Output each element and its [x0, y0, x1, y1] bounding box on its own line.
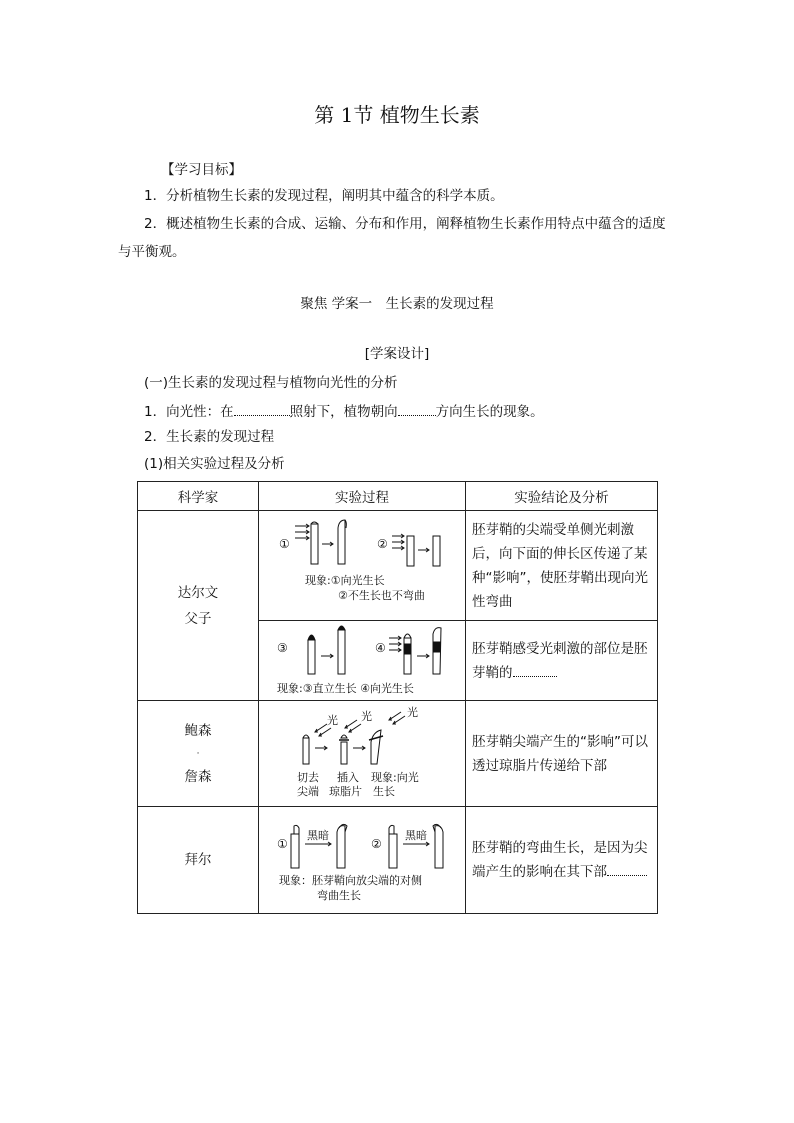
table-row: [138, 511, 658, 621]
paal-experiment-diagram: [259, 807, 466, 914]
coleoptile-diagram: [259, 702, 465, 806]
darwin-conclusion-2: 胚芽鞘感受光刺激的部位是胚芽鞘的: [466, 621, 658, 701]
num-1: ①: [277, 836, 288, 851]
fill-blank[interactable]: [398, 403, 436, 416]
question-2-1: (1)相关实验过程及分析: [144, 456, 285, 472]
header-conclusion: 实验结论及分析: [466, 482, 658, 511]
boysen-jensen-experiment-diagram: [259, 701, 466, 807]
scientist-darwin: 达尔文 父子: [138, 511, 259, 701]
step-label: 切去: [297, 770, 319, 784]
objective-item-2-cont: 与平衡观。: [118, 244, 186, 260]
step-label: 生长: [373, 784, 395, 798]
step-label: 插入: [337, 770, 359, 784]
table-header-row: [138, 482, 658, 511]
coleoptile-diagram: [259, 808, 465, 913]
num-2: ②: [377, 536, 388, 551]
coleoptile-diagram: [259, 512, 465, 620]
boysen-jensen-conclusion: 胚芽鞘尖端产生的“影响”可以透过琼脂片传递给下部: [466, 701, 658, 807]
phenomenon-note-1: 现象:①向光生长: [305, 573, 385, 587]
num-1: ①: [279, 536, 290, 551]
phenomenon-note: 现象:③直立生长 ④向光生长: [277, 681, 414, 695]
q1-suffix: 方向生长的现象。: [435, 404, 544, 420]
experiment-table: [137, 481, 658, 914]
objective-item-1: 1．分析植物生长素的发现过程，阐明其中蕴含的科学本质。: [144, 188, 504, 204]
light-label: 光: [361, 709, 372, 723]
fill-blank[interactable]: [607, 863, 647, 876]
step-label: 琼脂片: [329, 784, 362, 798]
phenomenon-note: 弯曲生长: [317, 888, 361, 902]
num-3: ③: [277, 640, 288, 655]
dark-label: 黑暗: [405, 828, 427, 842]
phenomenon-note: 现象：胚芽鞘向放尖端的对侧: [279, 873, 422, 887]
light-label: 光: [407, 705, 418, 719]
fill-blank[interactable]: [513, 664, 557, 677]
dark-label: 黑暗: [307, 828, 329, 842]
page-title: 第 1节 植物生长素: [314, 103, 480, 127]
darwin-experiment-2-diagram: [259, 621, 466, 701]
q1-mid: 照射下，植物朝向: [289, 404, 398, 420]
num-2: ②: [371, 836, 382, 851]
phenomenon-note-2: ②不生长也不弯曲: [338, 588, 425, 602]
scientist-paal: 拜尔: [138, 807, 259, 914]
coleoptile-diagram: [259, 622, 465, 700]
q1-prefix: 1．向光性：在: [144, 404, 234, 420]
darwin-experiment-1-diagram: [259, 511, 466, 621]
header-scientist: 科学家: [138, 482, 259, 511]
question-2: 2．生长素的发现过程: [144, 429, 275, 445]
header-process: 实验过程: [259, 482, 466, 511]
light-label: 光: [327, 713, 338, 727]
step-label: 尖端: [297, 784, 319, 798]
num-4: ④: [375, 640, 386, 655]
scientist-boysen-jensen: 鲍森 · 詹森: [138, 701, 259, 807]
table-row: [138, 807, 658, 914]
objective-item-2: 2．概述植物生长素的合成、运输、分布和作用，阐释植物生长素作用特点中蕴含的适度: [144, 216, 666, 232]
design-label: [学案设计]: [364, 346, 430, 362]
darwin-conclusion-1: 胚芽鞘的尖端受单侧光刺激后，向下面的伸长区传递了某种“影响”，使胚芽鞘出现向光性弯曲: [466, 511, 658, 621]
question-1: [144, 403, 544, 420]
table-row: [138, 701, 658, 807]
paal-conclusion: 胚芽鞘的弯曲生长，是因为尖端产生的影响在其下部: [466, 807, 658, 914]
section-title: 聚焦 学案一 生长素的发现过程: [300, 296, 494, 312]
sub-heading: (一)生长素的发现过程与植物向光性的分析: [144, 375, 398, 391]
fill-blank[interactable]: [234, 403, 290, 416]
step-label: 现象:向光: [371, 770, 419, 784]
objectives-heading: 【学习目标】: [161, 162, 242, 178]
